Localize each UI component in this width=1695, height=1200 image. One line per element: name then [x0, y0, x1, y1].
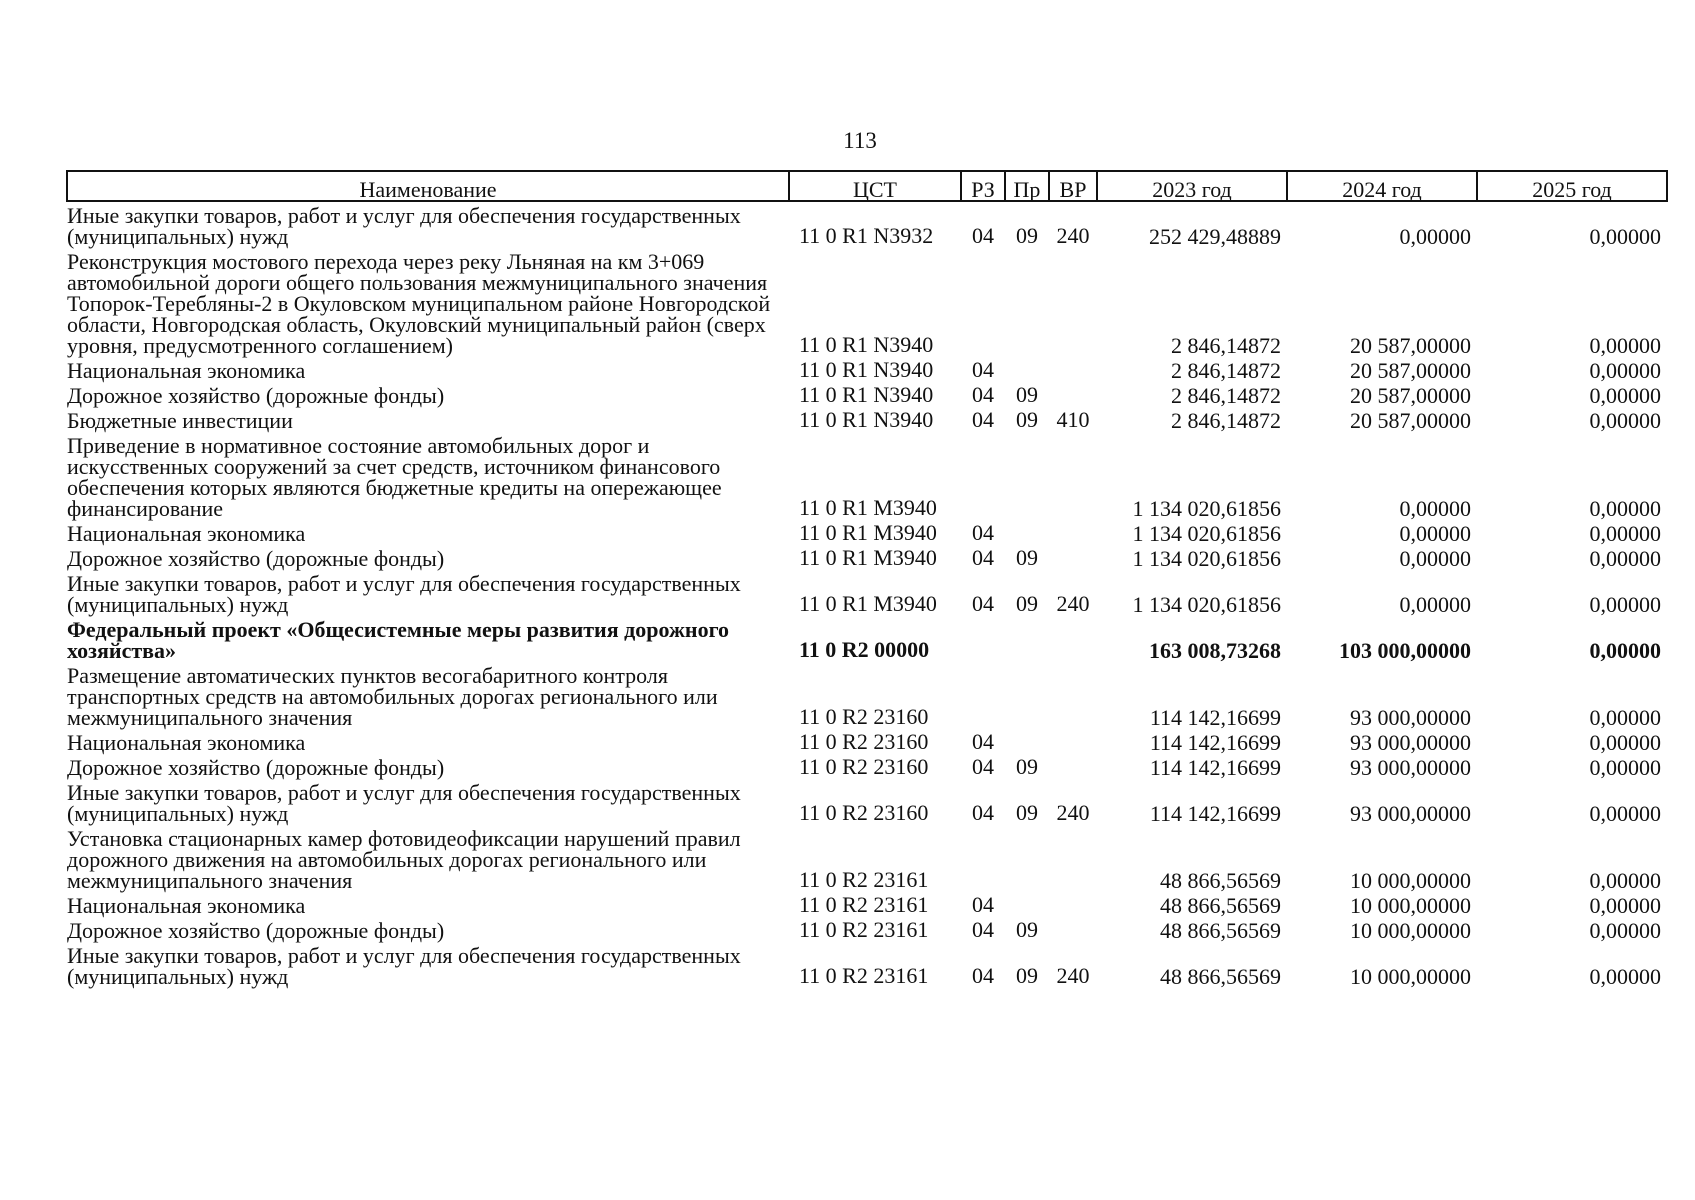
- cell-pr: 09: [1016, 800, 1038, 825]
- table-row: [67, 917, 1667, 942]
- cell-pr: [1005, 248, 1049, 357]
- cell-2024: 0,00000: [1399, 592, 1471, 617]
- table-row: [67, 382, 1667, 407]
- cell-2025: 0,00000: [1589, 638, 1661, 663]
- cell-rz: [961, 616, 1005, 662]
- cell-2025: 0,00000: [1589, 358, 1661, 383]
- cell-pr: [1005, 520, 1049, 545]
- table-row: [67, 520, 1667, 545]
- cell-2024: 93 000,00000: [1350, 705, 1471, 730]
- table-row: [67, 942, 1667, 988]
- header-vr: ВР: [1049, 171, 1097, 201]
- cell-cst: 11 0 R1 N3940: [799, 332, 934, 357]
- cell-vr: 240: [1056, 591, 1090, 616]
- cell-2023: 2 846,14872: [1171, 333, 1281, 358]
- page-number: 113: [843, 128, 877, 153]
- cell-pr: [1005, 892, 1049, 917]
- cell-pr: 09: [1016, 382, 1038, 407]
- cell-rz: 04: [972, 917, 994, 942]
- cell-pr: [1005, 357, 1049, 382]
- cell-2024: 93 000,00000: [1350, 730, 1471, 755]
- cell-2024: 0,00000: [1399, 496, 1471, 521]
- cell-2023: 1 134 020,61856: [1132, 521, 1281, 546]
- cell-rz: 04: [972, 382, 994, 407]
- cell-2023: 48 866,56569: [1160, 918, 1281, 943]
- cell-vr: [1049, 545, 1097, 570]
- cell-vr: 240: [1056, 963, 1090, 988]
- cell-2025: 0,00000: [1589, 918, 1661, 943]
- cell-rz: 04: [972, 963, 994, 988]
- table-header-row: [67, 171, 1667, 201]
- cell-vr: [1049, 382, 1097, 407]
- cell-vr: [1049, 917, 1097, 942]
- cell-vr: [1049, 432, 1097, 520]
- cell-2024: 0,00000: [1399, 224, 1471, 249]
- cell-2025: 0,00000: [1589, 592, 1661, 617]
- cell-name: Дорожное хозяйство (дорожные фонды): [67, 918, 445, 943]
- cell-2023: 114 142,16699: [1149, 755, 1281, 780]
- cell-2025: 0,00000: [1589, 521, 1661, 546]
- table-row: [67, 892, 1667, 917]
- cell-pr: 09: [1016, 591, 1038, 616]
- cell-name: Иные закупки товаров, работ и услуг для обеспечения государственных (муниципальных) нужд: [67, 571, 741, 617]
- cell-2025: 0,00000: [1589, 705, 1661, 730]
- cell-2023: 1 134 020,61856: [1132, 592, 1281, 617]
- cell-2024: 20 587,00000: [1350, 358, 1471, 383]
- cell-rz: 04: [972, 357, 994, 382]
- cell-pr: 09: [1016, 223, 1038, 248]
- cell-2023: 163 008,73268: [1149, 638, 1281, 663]
- cell-cst: 11 0 R2 23160: [799, 754, 929, 779]
- cell-2023: 1 134 020,61856: [1132, 496, 1281, 521]
- cell-rz: [961, 248, 1005, 357]
- cell-2023: 114 142,16699: [1149, 730, 1281, 755]
- cell-pr: 09: [1016, 545, 1038, 570]
- cell-name: Установка стационарных камер фотовидеофиксации нарушений правил дорожного движения на автомобильных дорогах регионального или межмуниципального значения: [67, 826, 741, 893]
- cell-cst: 11 0 R1 M3940: [799, 545, 937, 570]
- cell-vr: [1049, 248, 1097, 357]
- cell-pr: 09: [1016, 407, 1038, 432]
- table-row: [67, 779, 1667, 825]
- table-row: [67, 616, 1667, 662]
- cell-cst: 11 0 R2 23160: [799, 704, 929, 729]
- cell-2025: 0,00000: [1589, 755, 1661, 780]
- cell-pr: [1005, 825, 1049, 892]
- cell-2023: 114 142,16699: [1149, 705, 1281, 730]
- cell-rz: 04: [972, 545, 994, 570]
- cell-rz: [961, 662, 1005, 729]
- cell-2023: 114 142,16699: [1149, 801, 1281, 826]
- cell-name: Национальная экономика: [67, 893, 306, 918]
- cell-cst: 11 0 R1 N3940: [799, 407, 934, 432]
- cell-pr: 09: [1016, 754, 1038, 779]
- cell-name: Реконструкция мостового перехода через реку Льняная на км 3+069 автомобильной дороги общего пользования межмуниципального значения Топорок-Теребляны-2 в Окуловском муниципальном районе Новгородской области, Новгородская область, Окуловский муниципальный район (сверх уровня, предусмотренного соглашением): [67, 249, 771, 358]
- cell-vr: 240: [1056, 223, 1090, 248]
- cell-2023: 48 866,56569: [1160, 964, 1281, 989]
- cell-2024: 20 587,00000: [1350, 383, 1471, 408]
- table-row: [67, 729, 1667, 754]
- cell-name: Приведение в нормативное состояние автомобильных дорог и искусственных сооружений за счет средств, источником финансового обеспечения которых являются бюджетные кредиты на опережающее финансирование: [67, 433, 722, 521]
- table-row: [67, 432, 1667, 520]
- cell-2025: 0,00000: [1589, 496, 1661, 521]
- cell-2024: 10 000,00000: [1350, 918, 1471, 943]
- cell-2024: 10 000,00000: [1350, 893, 1471, 918]
- table-row: [67, 825, 1667, 892]
- cell-cst: 11 0 R2 23161: [799, 892, 929, 917]
- cell-pr: 09: [1016, 963, 1038, 988]
- cell-2023: 252 429,48889: [1149, 224, 1281, 249]
- cell-name: Иные закупки товаров, работ и услуг для обеспечения государственных (муниципальных) нужд: [67, 780, 741, 826]
- cell-2023: 2 846,14872: [1171, 383, 1281, 408]
- table-row: [67, 662, 1667, 729]
- cell-vr: [1049, 662, 1097, 729]
- cell-rz: [961, 432, 1005, 520]
- cell-2025: 0,00000: [1589, 546, 1661, 571]
- cell-2025: 0,00000: [1589, 893, 1661, 918]
- cell-2023: 48 866,56569: [1160, 893, 1281, 918]
- cell-vr: [1049, 825, 1097, 892]
- cell-2025: 0,00000: [1589, 408, 1661, 433]
- table-row: [67, 201, 1667, 248]
- cell-name: Дорожное хозяйство (дорожные фонды): [67, 755, 445, 780]
- cell-name: Дорожное хозяйство (дорожные фонды): [67, 383, 445, 408]
- cell-vr: [1049, 892, 1097, 917]
- cell-name: Бюджетные инвестиции: [67, 408, 293, 433]
- table-row: [67, 407, 1667, 432]
- cell-2025: 0,00000: [1589, 730, 1661, 755]
- cell-pr: [1005, 729, 1049, 754]
- cell-2024: 0,00000: [1399, 521, 1471, 546]
- cell-vr: [1049, 520, 1097, 545]
- cell-rz: 04: [972, 729, 994, 754]
- cell-cst: 11 0 R1 M3940: [799, 591, 937, 616]
- cell-name: Национальная экономика: [67, 521, 306, 546]
- cell-2024: 10 000,00000: [1350, 868, 1471, 893]
- cell-cst: 11 0 R2 23160: [799, 729, 929, 754]
- header-rz: РЗ: [961, 171, 1005, 201]
- cell-rz: 04: [972, 892, 994, 917]
- cell-cst: 11 0 R2 23161: [799, 917, 929, 942]
- cell-rz: 04: [972, 800, 994, 825]
- cell-cst: 11 0 R2 23161: [799, 867, 929, 892]
- cell-rz: 04: [972, 591, 994, 616]
- cell-vr: [1049, 616, 1097, 662]
- cell-name: Иные закупки товаров, работ и услуг для обеспечения государственных (муниципальных) нужд: [67, 203, 741, 249]
- cell-pr: [1005, 616, 1049, 662]
- cell-2025: 0,00000: [1589, 801, 1661, 826]
- cell-cst: 11 0 R2 00000: [799, 637, 930, 662]
- cell-2023: 48 866,56569: [1160, 868, 1281, 893]
- cell-2024: 103 000,00000: [1339, 638, 1471, 663]
- cell-cst: 11 0 R1 M3940: [799, 495, 937, 520]
- header-2024: 2024 год: [1287, 171, 1477, 201]
- header-pr: Пр: [1005, 171, 1049, 201]
- cell-cst: 11 0 R1 N3940: [799, 357, 934, 382]
- cell-2024: 20 587,00000: [1350, 333, 1471, 358]
- cell-name: Федеральный проект «Общесистемные меры развития дорожного хозяйства»: [67, 617, 730, 663]
- cell-cst: 11 0 R1 N3940: [799, 382, 934, 407]
- cell-pr: [1005, 662, 1049, 729]
- cell-rz: [961, 825, 1005, 892]
- cell-2025: 0,00000: [1589, 383, 1661, 408]
- cell-2023: 1 134 020,61856: [1132, 546, 1281, 571]
- cell-name: Национальная экономика: [67, 730, 306, 755]
- cell-name: Размещение автоматических пунктов весогабаритного контроля транспортных средств на автомобильных дорогах регионального или межмуниципального значения: [67, 663, 718, 730]
- cell-pr: [1005, 432, 1049, 520]
- cell-rz: 04: [972, 407, 994, 432]
- cell-vr: 410: [1056, 407, 1090, 432]
- cell-vr: [1049, 729, 1097, 754]
- cell-vr: [1049, 357, 1097, 382]
- cell-2025: 0,00000: [1589, 964, 1661, 989]
- cell-2025: 0,00000: [1589, 333, 1661, 358]
- header-name: Наименование: [67, 171, 789, 201]
- header-2025: 2025 год: [1477, 171, 1667, 201]
- cell-2024: 0,00000: [1399, 546, 1471, 571]
- cell-2024: 20 587,00000: [1350, 408, 1471, 433]
- cell-2024: 10 000,00000: [1350, 964, 1471, 989]
- table-row: [67, 357, 1667, 382]
- cell-vr: [1049, 754, 1097, 779]
- table-row: [67, 545, 1667, 570]
- cell-name: Национальная экономика: [67, 358, 306, 383]
- cell-cst: 11 0 R1 N3932: [799, 223, 934, 248]
- cell-cst: 11 0 R2 23161: [799, 963, 929, 988]
- table-row: [67, 754, 1667, 779]
- cell-cst: 11 0 R2 23160: [799, 800, 929, 825]
- cell-2023: 2 846,14872: [1171, 358, 1281, 383]
- cell-2023: 2 846,14872: [1171, 408, 1281, 433]
- cell-vr: 240: [1056, 800, 1090, 825]
- table-row: [67, 248, 1667, 357]
- cell-pr: 09: [1016, 917, 1038, 942]
- cell-2025: 0,00000: [1589, 868, 1661, 893]
- header-2023: 2023 год: [1097, 171, 1287, 201]
- table-body: [67, 201, 1667, 988]
- table-row: [67, 570, 1667, 616]
- cell-rz: 04: [972, 223, 994, 248]
- cell-cst: 11 0 R1 M3940: [799, 520, 937, 545]
- header-cst: ЦСТ: [789, 171, 961, 201]
- cell-name: Дорожное хозяйство (дорожные фонды): [67, 546, 445, 571]
- budget-table: [66, 170, 1668, 988]
- cell-rz: 04: [972, 754, 994, 779]
- cell-rz: 04: [972, 520, 994, 545]
- cell-2024: 93 000,00000: [1350, 801, 1471, 826]
- cell-2024: 93 000,00000: [1350, 755, 1471, 780]
- cell-name: Иные закупки товаров, работ и услуг для обеспечения государственных (муниципальных) нужд: [67, 943, 741, 989]
- cell-2025: 0,00000: [1589, 224, 1661, 249]
